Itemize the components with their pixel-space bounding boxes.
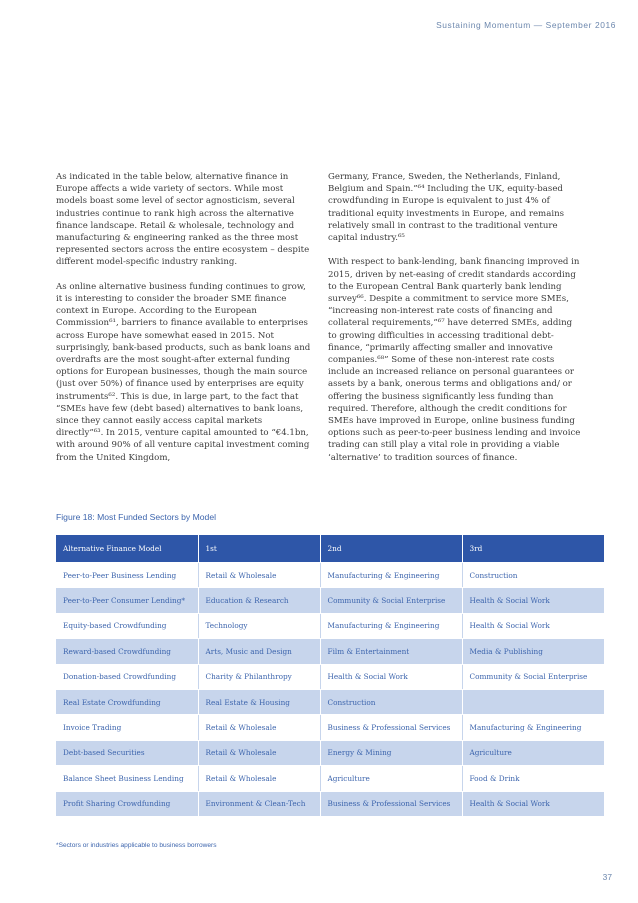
- table-cell: Construction: [462, 563, 604, 588]
- table-cell: Agriculture: [320, 766, 462, 791]
- table-cell: Retail & Wholesale: [198, 715, 320, 740]
- table-cell: Media & Publishing: [462, 639, 604, 664]
- table-cell: Film & Entertainment: [320, 639, 462, 664]
- table-row: [56, 588, 604, 613]
- table-header-row: [56, 535, 604, 563]
- table-cell: Health & Social Work: [462, 588, 604, 613]
- table-cell: Real Estate & Housing: [198, 689, 320, 714]
- table-cell: Equity-based Crowdfunding: [56, 613, 198, 638]
- table-cell: Business & Professional Services: [320, 791, 462, 816]
- table-cell: Health & Social Work: [462, 791, 604, 816]
- table-cell: Peer-to-Peer Business Lending: [56, 563, 198, 588]
- table-footnote: *Sectors or industries applicable to business borrowers: [56, 842, 217, 849]
- table-row: [56, 689, 604, 714]
- table-cell: Manufacturing & Engineering: [320, 613, 462, 638]
- table-cell: [462, 689, 604, 714]
- table-cell: Reward-based Crowdfunding: [56, 639, 198, 664]
- table-row: [56, 563, 604, 588]
- paragraph: As indicated in the table below, alternative finance in Europe affects a wide variety of sectors. While most models boast some level of sector agnosticism, several industries continue to rank high across the alternative finance landscape. Retail & wholesale, technology and manufacturing & engineering ranked as the three most represented sectors across the entire ecosystem – despite different model-specific industry ranking.: [56, 172, 310, 268]
- table-cell: Health & Social Work: [462, 613, 604, 638]
- table-cell: Business & Professional Services: [320, 715, 462, 740]
- table-cell: Education & Research: [198, 588, 320, 613]
- table-row: [56, 740, 604, 765]
- paragraph: As online alternative business funding continues to grow, it is interesting to consider the broader SME finance context in Europe. According to the European Commission⁶¹, barriers to finance available to enterprises across Europe have somewhat eased in 2015. Not surprisingly, bank-based products, such as bank loans and overdrafts are the most sought-after external funding options for European businesses, though the main source (just over 50%) of finance used by enterprises are equity instruments⁶². This is due, in large part, to the fact that “SMEs have few (debt based) alternatives to bank loans, since they cannot easily access capital markets directly”⁶³. In 2015, venture capital amounted to “€4.1bn, with around 90% of all venture capital investment coming from the United Kingdom,: [56, 281, 311, 463]
- table-cell: Manufacturing & Engineering: [320, 563, 462, 588]
- table-cell: Retail & Wholesale: [198, 740, 320, 765]
- sectors-table: [56, 535, 605, 817]
- table-row: [56, 639, 604, 664]
- paragraph: Germany, France, Sweden, the Netherlands, Finland, Belgium and Spain.”⁶⁴ Including the UK, equity-based crowdfunding in Europe is equivalent to just 4% of traditional equity investments in Europe, and remains relatively small in contrast to the traditional venture capital industry.⁶⁵: [328, 172, 565, 244]
- table-row: [56, 613, 604, 638]
- page-number: 37: [602, 872, 612, 882]
- table-row: [56, 664, 604, 689]
- table-cell: Health & Social Work: [320, 664, 462, 689]
- table-cell: Debt-based Securities: [56, 740, 198, 765]
- table-cell: Arts, Music and Design: [198, 639, 320, 664]
- paragraph: With respect to bank-lending, bank financing improved in 2015, driven by net-easing of credit standards according to the European Central Bank quarterly bank lending survey⁶⁶. Despite a commitment to service more SMEs, “increasing non-interest rate costs of financing and collateral requirements,”⁶⁷ have deterred SMEs, adding to growing difficulties in accessing traditional debt-finance, “primarily affecting smaller and innovative companies.⁶⁸” Some of these non-interest rate costs include an increased reliance on personal guarantees or assets by a bank, onerous terms and obligations and/ or offering the business significantly less funding than required. Therefore, although the credit conditions for SMEs have improved in Europe, online business funding options such as peer-to-peer business lending and invoice trading can still play a vital role in providing a viable ‘alternative’ to tradition sources of finance.: [328, 257, 581, 463]
- table-cell: Manufacturing & Engineering: [462, 715, 604, 740]
- table-cell: Donation-based Crowdfunding: [56, 664, 198, 689]
- running-header: Sustaining Momentum — September 2016: [436, 20, 616, 30]
- column-header: 2nd: [320, 535, 462, 563]
- table-cell: Technology: [198, 613, 320, 638]
- table-row: [56, 766, 604, 791]
- column-header: 3rd: [462, 535, 604, 563]
- table-cell: Retail & Wholesale: [198, 766, 320, 791]
- figure-title: Figure 18: Most Funded Sectors by Model: [56, 512, 217, 522]
- body-column-left: [56, 171, 311, 476]
- table-cell: Community & Social Enterprise: [462, 664, 604, 689]
- table-cell: Peer-to-Peer Consumer Lending*: [56, 588, 198, 613]
- table-cell: Community & Social Enterprise: [320, 588, 462, 613]
- table-cell: Food & Drink: [462, 766, 604, 791]
- table-cell: Energy & Mining: [320, 740, 462, 765]
- column-header: 1st: [198, 535, 320, 563]
- table-cell: Profit Sharing Crowdfunding: [56, 791, 198, 816]
- column-header: Alternative Finance Model: [56, 535, 198, 563]
- table-cell: Construction: [320, 689, 462, 714]
- table-row: [56, 715, 604, 740]
- table-cell: Invoice Trading: [56, 715, 198, 740]
- table-cell: Agriculture: [462, 740, 604, 765]
- table-row: [56, 791, 604, 816]
- body-column-right: [328, 171, 583, 476]
- table-cell: Retail & Wholesale: [198, 563, 320, 588]
- table-cell: Real Estate Crowdfunding: [56, 689, 198, 714]
- table-cell: Balance Sheet Business Lending: [56, 766, 198, 791]
- table-cell: Environment & Clean-Tech: [198, 791, 320, 816]
- table-cell: Charity & Philanthropy: [198, 664, 320, 689]
